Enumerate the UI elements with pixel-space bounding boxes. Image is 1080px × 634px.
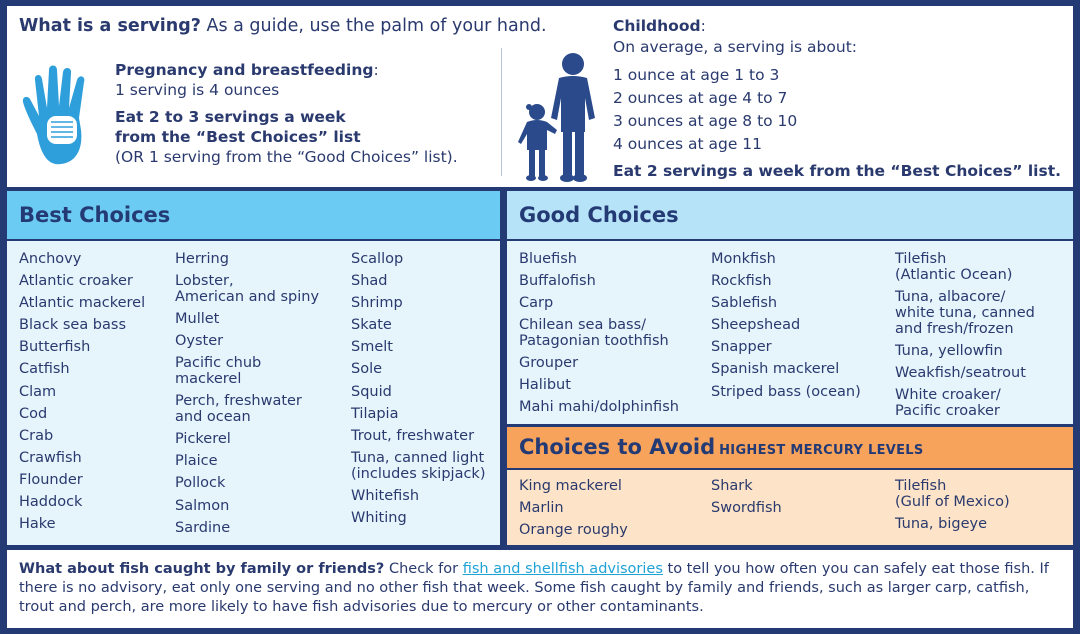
fish-item: Pacific chub mackerel (175, 355, 262, 388)
fish-item: Orange roughy (519, 522, 628, 539)
fish-item: Oyster (175, 333, 224, 350)
fish-item: Flounder (19, 471, 83, 488)
best-col-2 (175, 248, 345, 539)
avoid-header (507, 427, 1073, 470)
serving-heading-bold: What is a serving? (19, 16, 201, 36)
serving-info (19, 14, 547, 38)
fish-item: Grouper (519, 355, 579, 372)
fish-item: Swordfish (711, 500, 782, 517)
fish-item: Anchovy (19, 251, 82, 267)
fish-item: Striped bass (ocean) (711, 383, 861, 400)
avoid-col-3 (895, 475, 1071, 535)
fish-item: Tilefish (Atlantic Ocean) (895, 251, 1013, 283)
fish-item: Black sea bass (19, 317, 127, 334)
fish-item: Herring (175, 251, 229, 267)
fish-item: Shrimp (351, 295, 403, 312)
fish-item: Tilefish (Gulf of Mexico) (895, 478, 1010, 510)
fish-item: Crab (19, 427, 54, 444)
fish-item: Cod (19, 405, 48, 422)
best-choices-header (7, 191, 500, 241)
fish-item: Catfish (19, 361, 70, 378)
fish-item: Mullet (175, 311, 220, 328)
pregnancy-info (115, 60, 505, 167)
family-fish-text-before: Check for (384, 561, 463, 577)
fish-item: Crawfish (19, 449, 82, 466)
avoid-col-2 (711, 475, 887, 519)
childhood-subtitle: On average, a serving is about: (613, 38, 857, 56)
best-choices-title: Best Choices (19, 203, 171, 227)
children-icon (517, 50, 597, 184)
childhood-amount: 1 ounce at age 1 to 3 (613, 66, 780, 84)
fish-item: Sardine (175, 519, 231, 536)
divider (501, 48, 502, 176)
fish-item: White croaker/ Pacific croaker (895, 387, 1001, 420)
avoid-col-1 (519, 475, 705, 541)
serving-heading-rest: As a guide, use the palm of your hand. (200, 16, 547, 36)
fish-item: Haddock (19, 494, 83, 511)
best-choices-panel (7, 191, 500, 545)
fish-item: Weakfish/seatrout (895, 365, 1026, 382)
avoid-title-wrap (519, 435, 924, 459)
good-col-2 (711, 248, 887, 403)
avoid-subtitle: HIGHEST MERCURY LEVELS (719, 443, 924, 458)
fish-item: Mahi mahi/dolphinfish (519, 399, 679, 416)
good-choices-panel (507, 191, 1073, 424)
childhood-eat-line: Eat 2 servings a week from the “Best Choices” list. (613, 162, 1062, 180)
pregnancy-eat-line2: from the “Best Choices” list (115, 128, 361, 146)
fish-item: Sablefish (711, 295, 778, 312)
fish-item: Scallop (351, 251, 404, 267)
fish-item: Plaice (175, 453, 218, 470)
fish-item: Shad (351, 273, 388, 290)
childhood-amounts (613, 64, 1073, 156)
family-fish-question: What about fish caught by family or friends? (19, 561, 385, 577)
family-fish-section (7, 550, 1073, 628)
childhood-title: Childhood (613, 17, 701, 35)
advisories-link[interactable]: fish and shellfish advisories (462, 561, 663, 577)
fish-item: Bluefish (519, 251, 577, 267)
fish-item: Sole (351, 361, 383, 378)
best-col-1 (19, 248, 169, 535)
childhood-info (613, 16, 1073, 182)
fish-item: Skate (351, 317, 392, 334)
serving-heading (19, 14, 547, 38)
best-col-3 (351, 248, 499, 529)
avoid-title: Choices to Avoid (519, 435, 716, 459)
fish-item: Pollock (175, 475, 226, 492)
family-fish-text (19, 560, 1065, 617)
pregnancy-amount: 1 serving is 4 ounces (115, 81, 280, 99)
fish-item: Squid (351, 383, 392, 400)
fish-item: Halibut (519, 377, 571, 394)
fish-item: Tuna, bigeye (895, 516, 987, 532)
fish-item: Smelt (351, 339, 393, 356)
childhood-amount: 4 ounces at age 11 (613, 135, 763, 153)
family-fish-text-after: to tell you how often you can safely eat those fish. If there is no advisory, eat only one serving and no other fish that week. Some fish caught by family and friends, such as larger carp, catfish, trout and perch, are more likely to have fish advisories due to mercury or other contaminants. (19, 561, 1049, 615)
pregnancy-colon: : (373, 61, 379, 79)
fish-item: Tuna, albacore/ white tuna, canned and fresh/frozen (895, 289, 1035, 337)
pregnancy-title: Pregnancy and breastfeeding (115, 61, 374, 79)
fish-item: Clam (19, 383, 57, 400)
fish-item: Spanish mackerel (711, 361, 840, 378)
childhood-colon: : (700, 17, 706, 35)
fish-item: Lobster, American and spiny (175, 273, 320, 306)
childhood-amount: 3 ounces at age 8 to 10 (613, 112, 798, 130)
pregnancy-eat-line3: (OR 1 serving from the “Good Choices” list). (115, 148, 458, 166)
childhood-amount: 2 ounces at age 4 to 7 (613, 89, 788, 107)
fish-item: Whitefish (351, 487, 420, 504)
fish-item: Carp (519, 295, 554, 312)
fish-item: Pickerel (175, 431, 231, 448)
fish-item: Chilean sea bass/ Patagonian toothfish (519, 317, 669, 350)
fish-item: Buffalofish (519, 273, 596, 290)
good-col-3 (895, 248, 1071, 422)
fish-item: Rockfish (711, 273, 772, 290)
fish-item: Whiting (351, 509, 407, 526)
fish-item: Butterfish (19, 339, 91, 356)
fish-item: Tuna, canned light (includes skipjack) (351, 449, 486, 482)
fish-item: Shark (711, 478, 753, 494)
fish-item: Atlantic croaker (19, 273, 133, 290)
fish-item: King mackerel (519, 478, 622, 494)
serving-section (7, 6, 1073, 187)
fish-item: Hake (19, 516, 56, 533)
fish-item: Atlantic mackerel (19, 295, 146, 312)
fish-item: Sheepshead (711, 317, 801, 334)
fish-item: Marlin (519, 500, 564, 517)
fish-item: Monkfish (711, 251, 776, 267)
fish-item: Trout, freshwater (351, 427, 475, 444)
fish-item: Snapper (711, 339, 772, 356)
fish-item: Perch, freshwater and ocean (175, 393, 302, 426)
fish-item: Tilapia (351, 405, 399, 422)
good-choices-title: Good Choices (519, 203, 679, 227)
hand-icon (21, 64, 101, 168)
pregnancy-eat-line1: Eat 2 to 3 servings a week (115, 108, 346, 126)
good-col-1 (519, 248, 705, 419)
fish-item: Salmon (175, 497, 230, 514)
fish-item: Tuna, yellowfin (895, 343, 1003, 359)
avoid-panel (507, 427, 1073, 545)
good-choices-header (507, 191, 1073, 241)
